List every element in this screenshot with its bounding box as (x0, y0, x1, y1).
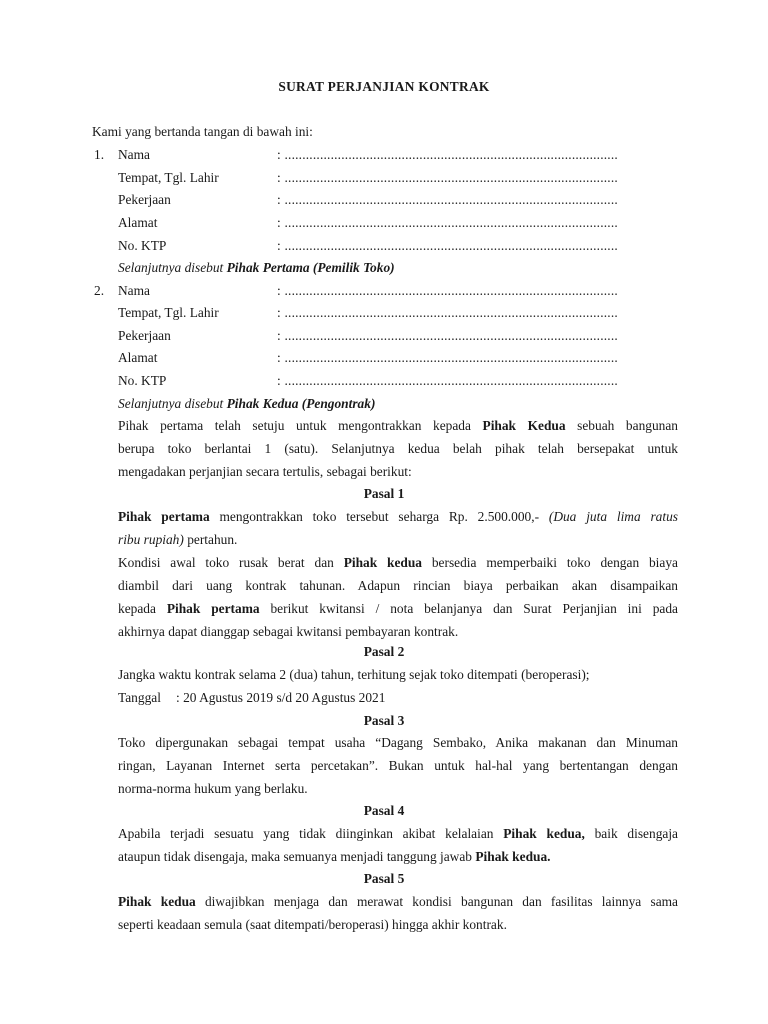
paragraph-line: Apabila terjadi sesuatu yang tidak diinginkan akibat kelalaian Pihak kedua, baik disengaja (118, 826, 678, 841)
pasal1-paragraph-2 (118, 551, 678, 643)
paragraph-line: Kondisi awal toko rusak berat dan Pihak kedua bersedia memperbaiki toko dengan biaya (118, 555, 678, 570)
paragraph-line: ataupun tidak disengaja, maka semuanya menjadi tanggung jawab Pihak kedua. (118, 849, 551, 864)
pasal3-heading: Pasal 3 (363, 713, 405, 728)
pasal2-heading: Pasal 2 (363, 644, 405, 659)
paragraph-line: seperti keadaan semula (saat ditempati/beroperasi) hingga akhir kontrak. (118, 917, 507, 932)
party2-blank-pekerjaan: : .............................................................................................. (277, 328, 618, 343)
party2-field-ktp: No. KTP (118, 373, 167, 388)
pasal3-paragraph-1 (118, 731, 678, 800)
paragraph-line: Pihak pertama mengontrakkan toko tersebut seharga Rp. 2.500.000,- (Dua juta lima ratus (118, 509, 678, 524)
party2-blank-nama: : .............................................................................................. (277, 283, 618, 298)
intro-text: Kami yang bertanda tangan di bawah ini: (92, 124, 313, 139)
opening-paragraph (118, 414, 678, 483)
pasal4-paragraph-1 (118, 822, 678, 868)
party2-blank-alamat: : .............................................................................................. (277, 350, 618, 365)
party2-field-pekerjaan: Pekerjaan (118, 328, 171, 343)
party1-blank-nama: : .............................................................................................. (277, 147, 618, 162)
paragraph-line: mengadakan perjanjian secara tertulis, sebagai berikut: (118, 464, 412, 479)
paragraph-line: Jangka waktu kontrak selama 2 (dua) tahun, terhitung sejak toko ditempati (beroperasi); (118, 667, 590, 682)
paragraph-line: Toko dipergunakan sebagai tempat usaha “Dagang Sembako, Anika makanan dan Minuman (118, 735, 678, 750)
party1-blank-ttl: : .............................................................................................. (277, 170, 618, 185)
pasal2-date-value: : 20 Agustus 2019 s/d 20 Agustus 2021 (176, 690, 386, 705)
pasal4-heading: Pasal 4 (363, 803, 405, 818)
paragraph-line: norma-norma hukum yang berlaku. (118, 781, 308, 796)
paragraph-line: kepada Pihak pertama berikut kwitansi / nota belanjanya dan Surat Perjanjian ini pada (118, 601, 678, 616)
paragraph-line: berupa toko berlantai 1 (satu). Selanjutnya kedua belah pihak telah bersepakat untuk (118, 441, 678, 456)
party2-blank-ktp: : .............................................................................................. (277, 373, 618, 388)
pasal2-paragraph-1 (118, 663, 678, 686)
paragraph-line: ringan, Layanan Internet serta percetakan”. Bukan untuk hal-hal yang bertentangan dengan (118, 758, 678, 773)
party2-number: 2. (94, 283, 105, 298)
paragraph-line: Pihak pertama telah setuju untuk mengontrakkan kepada Pihak Kedua sebuah bangunan (118, 418, 678, 433)
party1-field-nama: Nama (118, 147, 150, 162)
party1-field-ttl: Tempat, Tgl. Lahir (118, 170, 219, 185)
party1-number: 1. (94, 147, 105, 162)
pasal2-date-label: Tanggal (118, 690, 161, 705)
paragraph-line: akhirnya dapat dianggap sebagai kwitansi pembayaran kontrak. (118, 624, 459, 639)
party2-field-alamat: Alamat (118, 350, 158, 365)
party2-note: Selanjutnya disebut Pihak Kedua (Pengontrak) (118, 396, 376, 411)
paragraph-line: diambil dari uang kontrak tahunan. Adapun rincian biaya perbaikan akan disampaikan (118, 578, 678, 593)
party2-field-ttl: Tempat, Tgl. Lahir (118, 305, 219, 320)
party1-blank-alamat: : .............................................................................................. (277, 215, 618, 230)
pasal1-paragraph-1 (118, 505, 678, 551)
document-title: SURAT PERJANJIAN KONTRAK (278, 79, 490, 94)
pasal5-heading: Pasal 5 (363, 871, 405, 886)
party2-blank-ttl: : .............................................................................................. (277, 305, 618, 320)
paragraph-line: Pihak kedua diwajibkan menjaga dan merawat kondisi bangunan dan fasilitas lainnya sama (118, 894, 678, 909)
party1-note: Selanjutnya disebut Pihak Pertama (Pemilik Toko) (118, 260, 395, 275)
party1-field-alamat: Alamat (118, 215, 158, 230)
party2-field-nama: Nama (118, 283, 150, 298)
pasal1-heading: Pasal 1 (363, 486, 405, 501)
party1-blank-ktp: : .............................................................................................. (277, 238, 618, 253)
pasal5-paragraph-1 (118, 890, 678, 936)
party1-blank-pekerjaan: : .............................................................................................. (277, 192, 618, 207)
party1-field-pekerjaan: Pekerjaan (118, 192, 171, 207)
paragraph-line: ribu rupiah) pertahun. (118, 532, 238, 547)
party1-field-ktp: No. KTP (118, 238, 167, 253)
